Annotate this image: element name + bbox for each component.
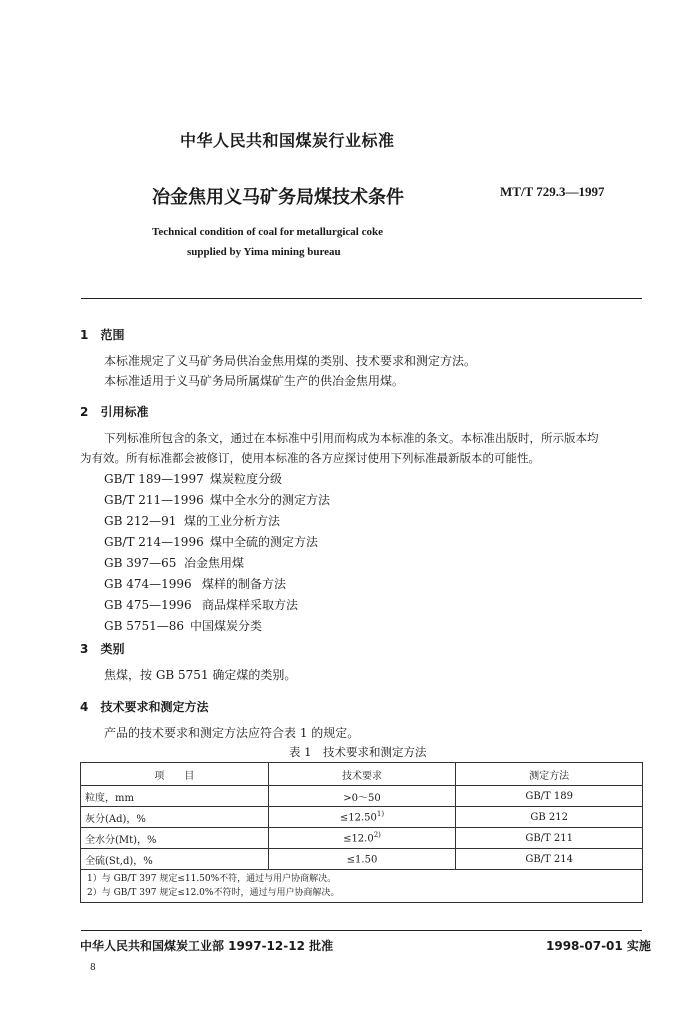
section-2-number: 2 [80, 405, 89, 419]
approval-line: 中华人民共和国煤炭工业部 1997-12-12 批准 [80, 939, 334, 953]
reference-item: GB 475—1996 商品煤样采取方法 [104, 598, 299, 612]
effective-date: 1998-07-01 实施 [546, 939, 651, 953]
table-cell-method: GB 212 [456, 807, 643, 828]
reference-item: GB/T 214—1996 煤中全硫的测定方法 [104, 535, 319, 549]
reference-list [104, 469, 330, 637]
reference-item: GB/T 211—1996 煤中全水分的测定方法 [104, 493, 331, 507]
doc-title: 冶金焦用义马矿务局煤技术条件 [152, 187, 404, 208]
table-note: 1）与 GB/T 397 规定≤11.50%不符，通过与用户协商解决。 [87, 874, 337, 884]
table-cell-requirement: ≤1.50 [268, 849, 456, 870]
section-3-heading [80, 640, 125, 657]
table-header-row [81, 763, 643, 786]
section-3-number: 3 [80, 642, 89, 656]
table-notes-row [81, 870, 643, 903]
section-4-para: 产品的技术要求和测定方法应符合表 1 的规定。 [104, 726, 360, 740]
table-cell-item: 全硫(St,d)，% [81, 849, 269, 870]
table-row [81, 828, 643, 849]
table-header-requirement: 技术要求 [268, 763, 456, 786]
spec-table [80, 762, 643, 903]
section-2-para-line-2: 为有效。所有标准都会被修订，使用本标准的各方应探讨使用下列标准最新版本的可能性。 [80, 451, 540, 465]
section-2-heading [80, 403, 149, 420]
org-title: 中华人民共和国煤炭行业标准 [180, 131, 395, 150]
table-note: 2）与 GB/T 397 规定≤12.0%不符时，通过与用户协商解决。 [87, 888, 340, 898]
table-notes [81, 870, 643, 903]
page-number: 8 [90, 963, 96, 973]
table-cell-requirement: >0～50 [268, 786, 456, 807]
table-cell-item: 灰分(Ad)，% [81, 807, 269, 828]
section-2-para-line-1: 下列标准所包含的条文，通过在本标准中引用而构成为本标准的条文。本标准出版时，所示版本均 [104, 431, 599, 445]
reference-item: GB 5751—86 中国煤炭分类 [104, 619, 263, 633]
table-cell-requirement: $\le 12.50^{1)}$ [268, 807, 456, 828]
english-title-line2: supplied by Yima mining bureau [187, 246, 341, 258]
table-cell-method: GB/T 189 [456, 786, 643, 807]
section-1-para-1: 本标准规定了义马矿务局供冶金焦用煤的类别、技术要求和测定方法。 [104, 354, 477, 368]
footer-rule [81, 930, 642, 931]
section-2-title: 引用标准 [100, 405, 149, 419]
table-cell-requirement: $\le 12.0^{2)}$ [268, 828, 456, 849]
reference-item: GB 474—1996 煤样的制备方法 [104, 577, 287, 591]
table-cell-item: 全水分(Mt)，% [81, 828, 269, 849]
section-4-number: 4 [80, 700, 89, 714]
table-cell-method: GB/T 214 [456, 849, 643, 870]
reference-item: GB/T 189—1997 煤炭粒度分级 [104, 472, 283, 486]
section-1-heading [80, 326, 125, 343]
table-cell-item: 粒度，mm [81, 786, 269, 807]
header-rule [81, 298, 642, 299]
section-1-number: 1 [80, 328, 89, 342]
section-1-para-2: 本标准适用于义马矿务局所属煤矿生产的供冶金焦用煤。 [104, 374, 405, 388]
section-3-para: 焦煤，按 GB 5751 确定煤的类别。 [104, 668, 297, 682]
table-row [81, 807, 643, 828]
table-header-method: 测定方法 [456, 763, 643, 786]
table-row [81, 849, 643, 870]
section-4-heading [80, 698, 209, 715]
section-3-title: 类别 [100, 642, 125, 656]
standard-number: MT/T 729.3—1997 [500, 184, 605, 199]
table-row [81, 786, 643, 807]
reference-item: GB 212—91 煤的工业分析方法 [104, 514, 281, 528]
section-4-title: 技术要求和测定方法 [100, 700, 209, 714]
table-caption: 表 1 技术要求和测定方法 [289, 745, 427, 759]
section-1-title: 范围 [100, 328, 125, 342]
english-title-line1: Technical condition of coal for metallurgical coke [152, 226, 383, 238]
reference-item: GB 397—65 冶金焦用煤 [104, 556, 245, 570]
table-cell-method: GB/T 211 [456, 828, 643, 849]
table-header-item: 项 目 [81, 763, 269, 786]
